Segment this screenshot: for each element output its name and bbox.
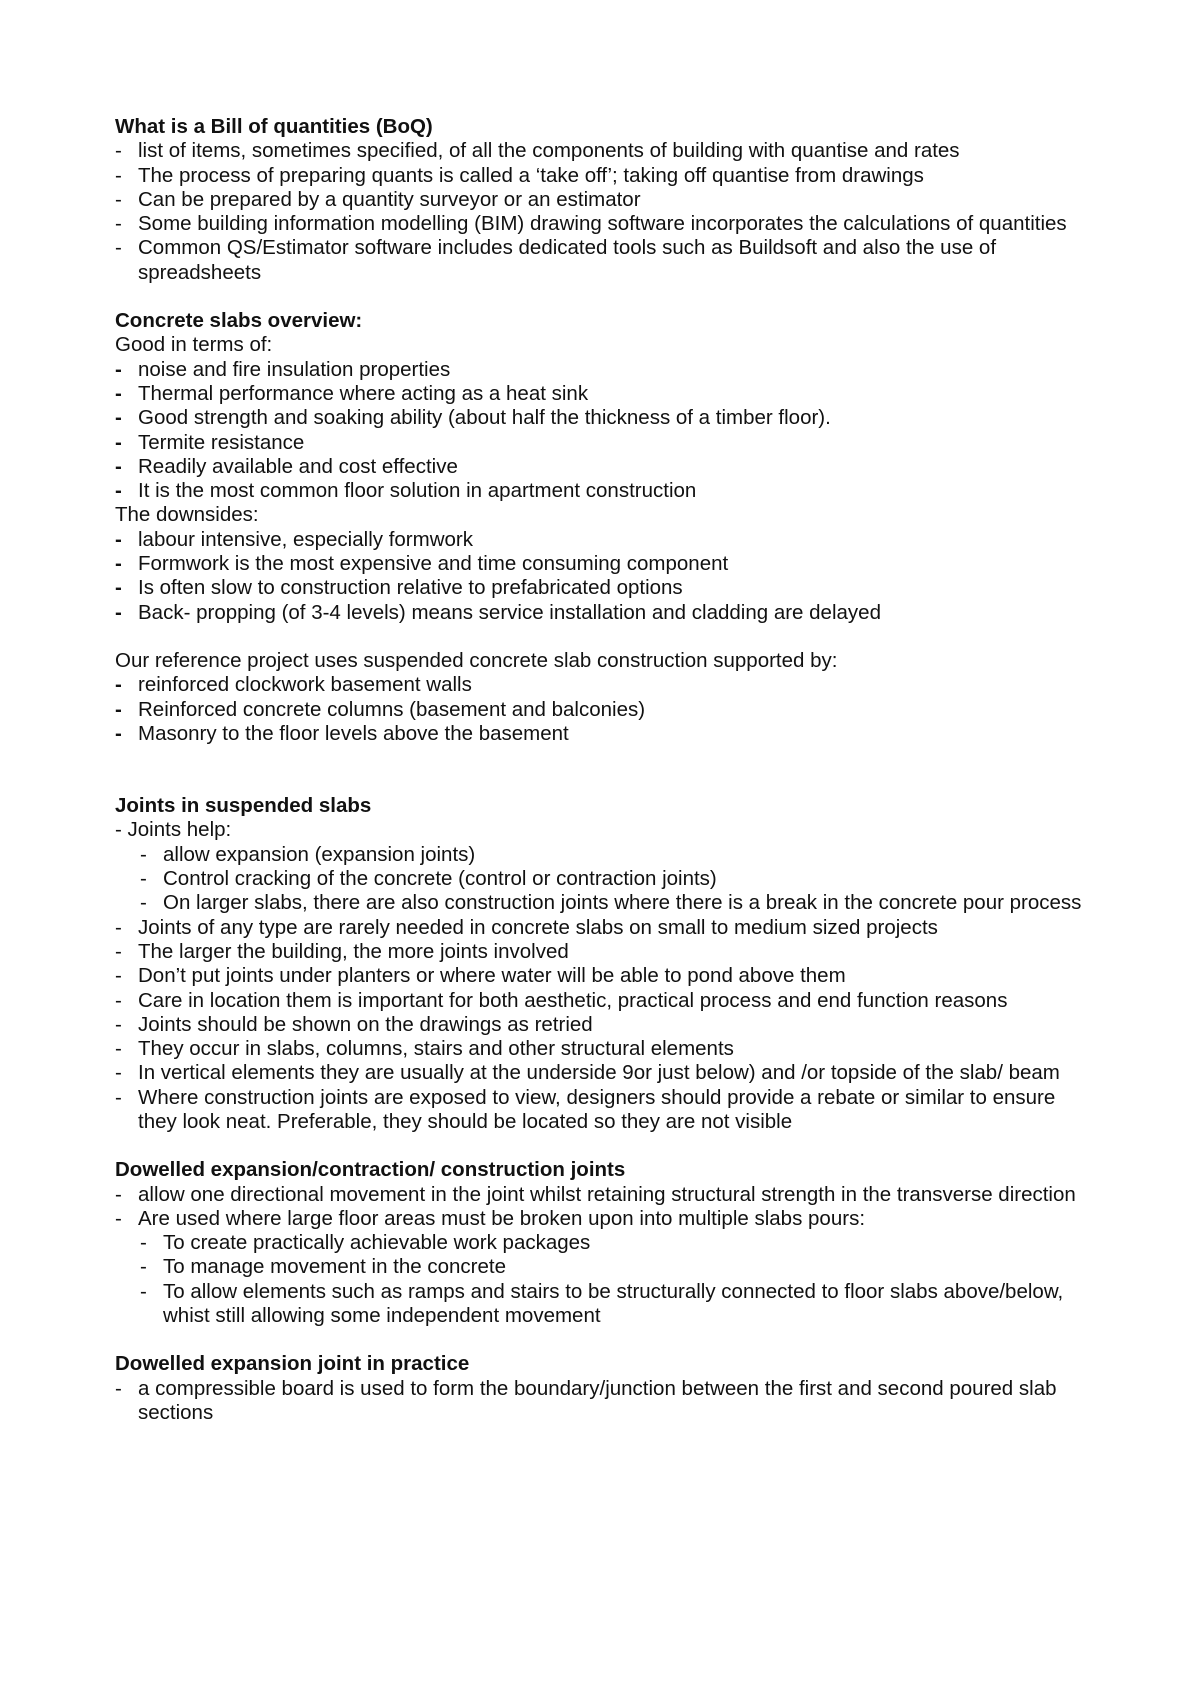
dowelled-heading: Dowelled expansion/contraction/ construction joints [115, 1158, 626, 1182]
list-item: - Are used where large floor areas must be broken upon into multiple slabs pours: [115, 1206, 866, 1230]
practice-heading: Dowelled expansion joint in practice [115, 1352, 470, 1376]
list-item: - On larger slabs, there are also construction joints where there is a break in the concrete pour process [140, 891, 1082, 915]
spacer [115, 1328, 1095, 1352]
list-item: - They occur in slabs, columns, stairs and other structural elements [115, 1037, 734, 1061]
list-item: - Control cracking of the concrete (control or contraction joints) [140, 867, 717, 891]
downsides-intro: The downsides: [115, 503, 259, 527]
list-item: - Thermal performance where acting as a heat sink [115, 381, 589, 405]
list-item: - Care in location them is important for both aesthetic, practical process and end function reasons [115, 988, 1008, 1012]
list-item: - Is often slow to construction relative to prefabricated options [115, 576, 683, 600]
list-item: - Common QS/Estimator software includes dedicated tools such as Buildsoft and also the use of spreadsheets [115, 236, 997, 284]
list-item: - Reinforced concrete columns (basement and balconies) [115, 697, 646, 721]
list-item: - Don’t put joints under planters or where water will be able to pond above them [115, 964, 846, 988]
list-item: - To manage movement in the concrete [140, 1255, 506, 1279]
good-intro: Good in terms of: [115, 333, 273, 357]
list-item: - To allow elements such as ramps and stairs to be structurally connected to floor slabs above/below, whist still allowing some independent movement [140, 1279, 1064, 1328]
list-item: - noise and fire insulation properties [115, 357, 451, 381]
list-item: - It is the most common floor solution in apartment construction [115, 479, 697, 503]
list-item: - Readily available and cost effective [115, 454, 458, 478]
spacer [115, 1134, 1095, 1158]
list-item: - a compressible board is used to form the boundary/junction between the first and second poured slab sections [115, 1376, 1057, 1424]
list-item: - Some building information modelling (BIM) drawing software incorporates the calculations of quantities [115, 212, 1067, 236]
document-page [115, 115, 1095, 1425]
spacer [115, 625, 1095, 649]
list-item: - The process of preparing quants is called a ‘take off’; taking off quantise from drawings [115, 163, 924, 187]
boq-heading: What is a Bill of quantities (BoQ) [115, 115, 433, 138]
spacer [115, 285, 1095, 309]
list-item: - Back- propping (of 3-4 levels) means service installation and cladding are delayed [115, 600, 881, 624]
list-item: - list of items, sometimes specified, of all the components of building with quantise and rates [115, 139, 960, 163]
list-item: - allow expansion (expansion joints) [140, 842, 476, 866]
list-item: - Can be prepared by a quantity surveyor or an estimator [115, 187, 641, 211]
list-item: - The larger the building, the more joints involved [115, 939, 569, 963]
slabs-heading: Concrete slabs overview: [115, 309, 363, 333]
list-item: - reinforced clockwork basement walls [115, 673, 472, 697]
reference-intro: Our reference project uses suspended concrete slab construction supported by: [115, 648, 838, 672]
list-item: - Termite resistance [115, 430, 305, 454]
list-item: - Masonry to the floor levels above the basement [115, 721, 569, 745]
joints-intro: - Joints help: [115, 818, 232, 842]
list-item: - labour intensive, especially formwork [115, 527, 473, 551]
list-item: - Where construction joints are exposed to view, designers should provide a rebate or similar to ensure they look neat. Preferable, they should be located so they are not visible [115, 1085, 1056, 1133]
spacer [115, 746, 1095, 794]
list-item: - To create practically achievable work packages [140, 1231, 591, 1255]
list-item: - allow one directional movement in the joint whilst retaining structural strength in the transverse direction [115, 1182, 1076, 1206]
list-item: - Joints of any type are rarely needed in concrete slabs on small to medium sized projects [115, 915, 938, 939]
list-item: - Formwork is the most expensive and time consuming component [115, 552, 729, 576]
list-item: - In vertical elements they are usually at the underside 9or just below) and /or topside of the slab/ beam [115, 1061, 1060, 1085]
list-item: - Joints should be shown on the drawings as retried [115, 1012, 593, 1036]
joints-heading: Joints in suspended slabs [115, 794, 372, 818]
list-item: - Good strength and soaking ability (about half the thickness of a timber floor). [115, 406, 831, 430]
